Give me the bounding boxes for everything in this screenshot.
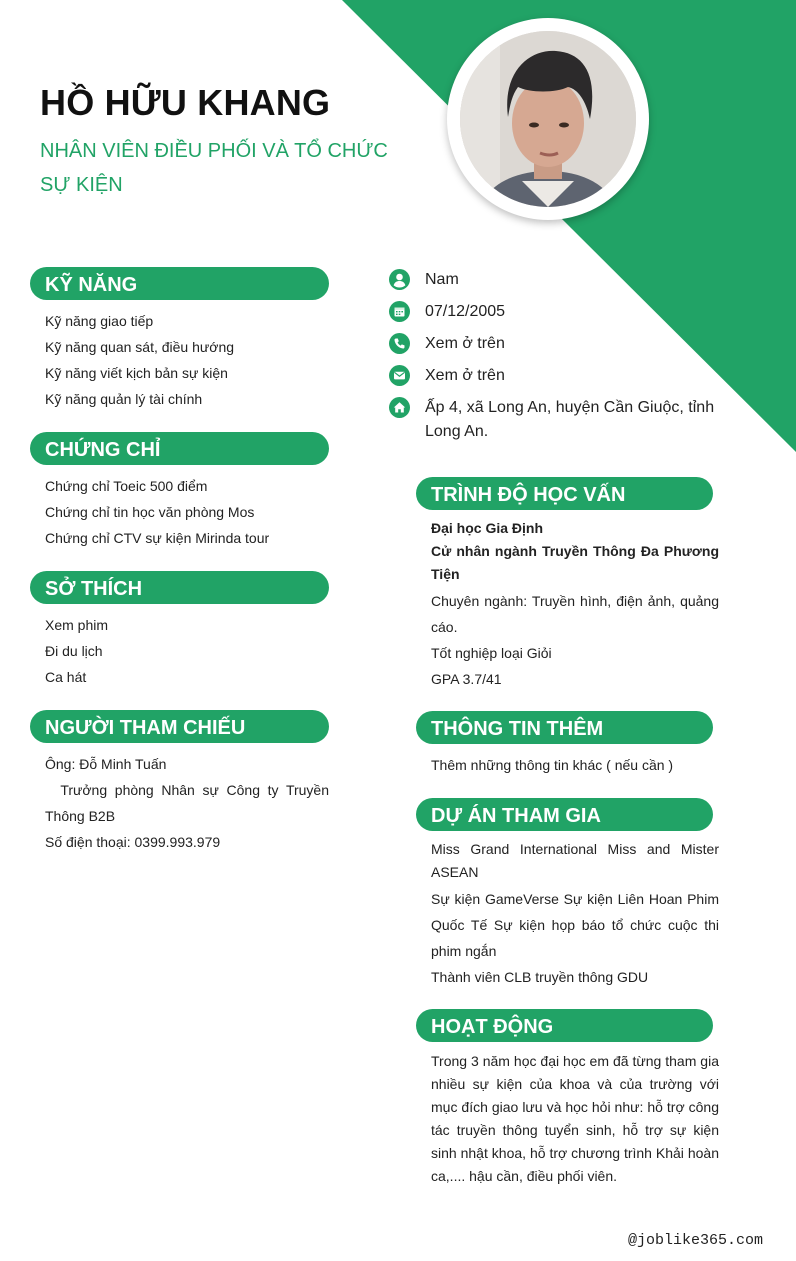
list-item: Miss Grand International Miss and Mister ASEAN [431,841,719,880]
references-list [45,751,333,855]
education-heading: TRÌNH ĐỘ HỌC VẤN [416,477,713,510]
list-item: Sự kiện GameVerse Sự kiện Liên Hoan Phim Quốc Tế Sự kiện họp báo tổ chức cuộc thi phim ngắn [431,891,719,959]
list-item: Kỹ năng quản lý tài chính [45,391,203,407]
contact-birthday [389,300,729,324]
phone-text: Xem ở trên [425,335,505,352]
extra-info-heading: THÔNG TIN THÊM [416,711,713,744]
contact-gender [389,268,729,292]
activities-heading: HOẠT ĐỘNG [416,1009,713,1042]
list-item: Trưởng phòng Nhân sự Công ty Truyền Thông B2B [45,782,333,824]
birthday-text: 07/12/2005 [425,303,506,320]
activities-text: Trong 3 năm học đại học em đã từng tham gia nhiều sự kiện của khoa và của trường với mục đích giao lưu và học hỏi như: hỗ trợ công tác truyền thông tuyển sinh, hỗ trợ sự kiện sinh nhật khoa, hỗ trợ chương trình Khải hoàn ca,.... hậu cần, điều phối viên. [431,1053,719,1184]
list-item: Thêm những thông tin khác ( nếu cần ) [431,757,674,773]
watermark: @joblike365.com [628,1232,764,1249]
list-item: Chứng chỉ CTV sự kiện Mirinda tour [45,530,270,546]
job-title: NHÂN VIÊN ĐIỀU PHỐI VÀ TỔ CHỨC SỰ KIỆN [40,140,388,196]
hobbies-heading: SỞ THÍCH [30,571,329,604]
mail-icon [389,365,410,386]
email-text: Xem ở trên [425,367,505,384]
home-icon [389,397,410,418]
contact-address [389,396,729,444]
list-item: Ca hát [45,669,87,685]
hobbies-list [45,612,329,690]
contact-info [389,268,729,452]
certificates-list [45,473,329,551]
list-item: Tốt nghiệp loại Giỏi [431,645,552,661]
skills-heading: KỸ NĂNG [30,267,329,300]
education-list [431,517,719,692]
certificates-heading: CHỨNG CHỈ [30,432,329,465]
contact-phone [389,332,729,356]
candidate-name: HỒ HỮU KHANG [40,82,331,123]
list-item: Chứng chỉ tin học văn phòng Mos [45,504,255,520]
list-item: Chứng chỉ Toeic 500 điểm [45,478,208,494]
list-item: Xem phim [45,617,109,633]
list-item: Kỹ năng quan sát, điều hướng [45,339,235,355]
list-item: GPA 3.7/41 [431,671,502,687]
projects-heading: DỰ ÁN THAM GIA [416,798,713,831]
calendar-icon [389,301,410,322]
list-item: Kỹ năng viết kịch bản sự kiện [45,365,228,381]
list-item: Kỹ năng giao tiếp [45,313,154,329]
user-icon [389,269,410,290]
profile-photo-frame [447,18,649,220]
profile-photo [460,31,636,207]
degree-name: Cử nhân ngành Truyền Thông Đa Phương Tiện [431,543,719,582]
phone-icon [389,333,410,354]
list-item: Ông: Đỗ Minh Tuấn [45,756,167,772]
school-name: Đại học Gia Định [431,520,544,536]
list-item: Đi du lịch [45,643,103,659]
address-text: Ấp 4, xã Long An, huyện Cần Giuộc, tỉnh Long An. [425,399,715,440]
projects-list [431,838,719,990]
references-heading: NGƯỜI THAM CHIẾU [30,710,329,743]
skills-list [45,308,329,412]
gender-text: Nam [425,271,459,288]
contact-email [389,364,729,388]
list-item: Thành viên CLB truyền thông GDU [431,969,649,985]
extra-info-list [431,752,719,778]
list-item: Số điện thoại: 0399.993.979 [45,834,221,850]
list-item: Chuyên ngành: Truyền hình, điện ảnh, quảng cáo. [431,593,719,635]
